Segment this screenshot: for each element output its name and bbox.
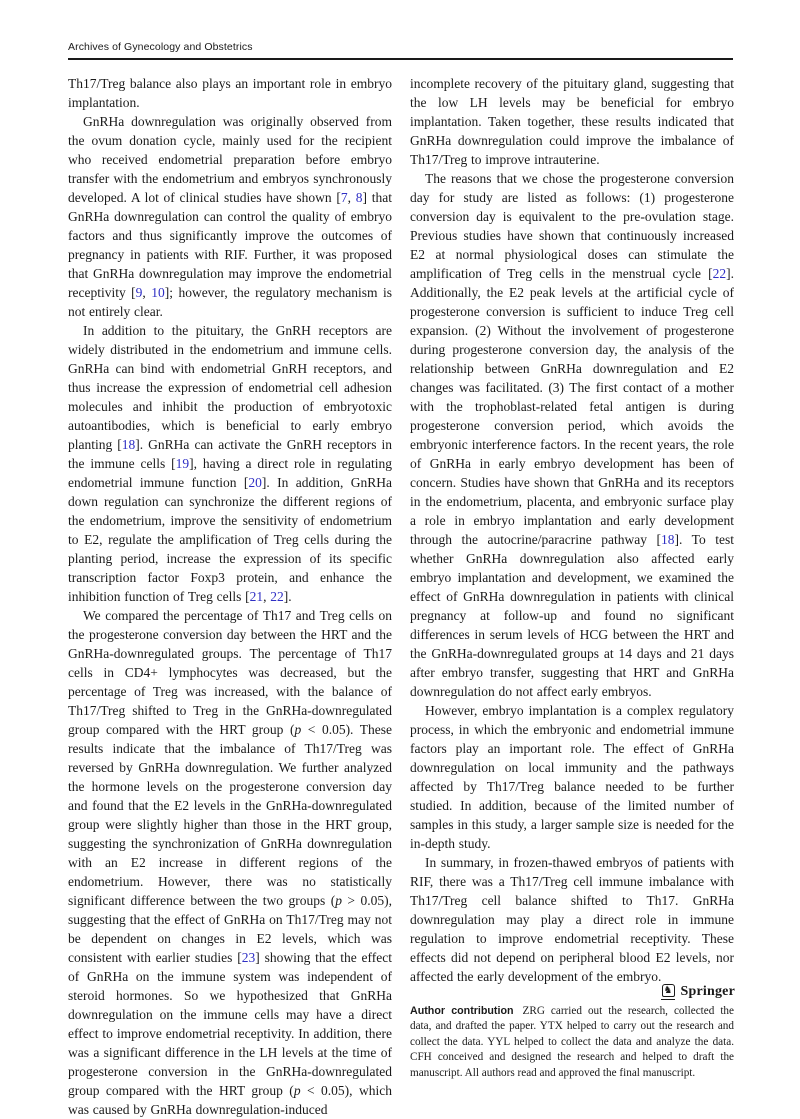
citation-link[interactable]: 9 [135, 285, 143, 300]
text-run: The reasons that we chose the progesterone conversion day for study are listed as follows: (1) progesterone conversion day is equivalent to the pre-ovulation stage. Previous studies have shown that continuously increased E2 at normal physiological doses can stimulate the amplification of Treg cells in the menstrual cycle [ [410, 171, 734, 281]
paragraph [410, 169, 734, 701]
citation-link[interactable]: 20 [248, 475, 262, 490]
publisher-logo [661, 984, 736, 1000]
citation-link[interactable]: 10 [151, 285, 165, 300]
text-run: , [142, 285, 152, 300]
citation-link[interactable]: 23 [241, 950, 256, 965]
text-run: We compared the percentage of Th17 and Treg cells on the progesterone conversion day between the HRT and the GnRHa-downregulated groups. The percentage of Th17 cells in CD4+ lymphocytes was decreased, but the percentage of Treg was increased, with the balance of Th17/Treg shifted to Treg in the GnRHa-downregulated group compared with the HRT group ( [68, 608, 392, 737]
text-run: < 0.05), which was caused by GnRHa downregulation-induced [68, 1083, 392, 1117]
text-run: ]. To test whether GnRHa downregulation also affected early embryo implantation and development, we examined the effect of GnRHa downregulation in patients with clinical pregnancy at follow-up and found no significant differences in serum levels of HCG between the HRT and the GnRHa-downregulated groups at 14 days and 21 days after embryo transfer, suggesting that HRT and GnRHa downregulation do not affect early embryos. [410, 532, 734, 699]
citation-link[interactable]: 22 [270, 589, 284, 604]
citation-link[interactable]: 8 [355, 190, 363, 205]
journal-title: Archives of Gynecology and Obstetrics [68, 41, 253, 53]
paragraph [410, 701, 734, 853]
text-run: ]. Additionally, the E2 peak levels at the artificial cycle of progesterone conversion is sufficient to induce Treg cell expansion. (2) Without the involvement of progesterone during progesterone conversion day, the analysis of the relationship between GnRHa downregulation and E2 changes was facilitated. (3) The first contact of a mother with the trophoblast-related fetal antigen is during progesterone conversion period, which avoids the embryonic interference factors. In the recent years, the role of GnRHa in early embryo development has been of concern. Studies have shown that GnRHa and its receptors in the endometrium, placenta, and embryonic surface play a role in embryo implantation and early development through the autocrine/paracrine pathway [ [410, 266, 734, 547]
publisher-name: Springer [680, 984, 735, 999]
right-column [410, 74, 734, 1119]
citation-link[interactable]: 7 [340, 190, 348, 205]
author-contribution-label: Author contribution [410, 1005, 514, 1017]
springer-knight-icon: ♞ [661, 984, 676, 1000]
citation-link[interactable]: 19 [175, 456, 190, 471]
paragraph [410, 74, 734, 169]
author-contribution-text: ZRG carried out the research, collected the data, and drafted the paper. YTX helped to carry out the research and collect the data. YYL helped to collect the data and analyze the data. CFH conceived and designed the research and helped to draft the manuscript. All authors read and approved the final manuscript. [410, 1005, 734, 1079]
text-run: ]. [283, 589, 292, 604]
text-run: , [347, 190, 356, 205]
text-run: > 0.05), suggesting that the effect of GnRHa on Th17/Treg may not be dependent on changes in E2 levels, which was consistent with earlier studies [ [68, 893, 392, 965]
citation-link[interactable]: 18 [121, 437, 136, 452]
running-head [68, 41, 253, 53]
text-run: However, embryo implantation is a complex regulatory process, in which the embryonic and endometrial immune factors play an important role. The effect of GnRHa downregulation on local immunity and the pathways affected by Th17/Treg balance needed to be further studied. In addition, because of the limited number of samples in this study, a larger sample size is needed for the in-depth study. [410, 703, 734, 851]
header-rule [68, 58, 733, 60]
citation-link[interactable]: 18 [661, 532, 675, 547]
text-run: Th17/Treg balance also plays an important role in embryo implantation. [68, 76, 392, 110]
text-run: ], having a direct role in regulating endometrial immune function [ [68, 456, 392, 490]
text-run: ] that GnRHa downregulation can control the quality of embryo factors and thus significantly improve the outcomes of pregnancy in patients with RIF. Further, it was proposed that GnRHa downregulation may improve the endometrial receptivity [ [68, 190, 392, 300]
text-run: p [294, 722, 302, 737]
paragraph [68, 74, 392, 112]
left-column [68, 74, 392, 1119]
citation-link[interactable]: 21 [249, 589, 264, 604]
paragraph [68, 112, 392, 321]
text-run: , [263, 589, 271, 604]
text-run: incomplete recovery of the pituitary gland, suggesting that the low LH levels may be beneficial for embryo implantation. Taken together, these results indicated that GnRHa downregulation could improve the imbalance of Th17/Treg to improve intrauterine. [410, 76, 734, 167]
article-body [68, 74, 734, 1119]
paragraph [68, 606, 392, 1119]
text-run: In summary, in frozen-thawed embryos of patients with RIF, there was a Th17/Treg cell immune imbalance with Th17/Treg cell balance shifted to Th17. GnRHa downregulation may play a direct role in immune regulation to improve endometrial receptivity. These effects did not depend on peripheral blood E2 levels, nor affected the early development of the embryo. [410, 855, 734, 984]
text-run: ]. GnRHa can activate the GnRH receptors in the immune cells [ [68, 437, 393, 471]
text-run: ]. In addition, GnRHa down regulation can synchronize the different regions of the endometrium, improve the sensitivity of endometrium to E2, regulate the amplification of Treg cells during the planting period, increase the expression of its specific transcription factor Foxp3 protein, and enhance the inhibition function of Treg cells [ [68, 475, 392, 604]
text-run: p [335, 893, 342, 908]
text-run: ] showing that the effect of GnRHa on the immune system was independent of steroid hormones. So we hypothesized that GnRHa downregulation on the immune cells may have a direct effect to improve endometrial receptivity. In addition, there was a significant difference in the LH levels at the time of progesterone conversion in the GnRHa-downregulated group compared with the HRT group ( [68, 950, 392, 1098]
paragraph [68, 321, 392, 606]
text-run: p [293, 1083, 301, 1098]
text-run: ]; however, the regulatory mechanism is not entirely clear. [68, 285, 392, 319]
citation-link[interactable]: 22 [712, 266, 727, 281]
text-run: < 0.05). These results indicate that the imbalance of Th17/Treg was reversed by GnRHa downregulation. We further analyzed the hormone levels on the progesterone conversion day and found that the E2 levels in the GnRHa-downregulated group were slightly higher than those in the HRT group, suggesting the synchronization of GnRHa downregulation with an E2 increase in different regions of the endometrium. However, there was no statistically significant difference between the two groups ( [68, 722, 392, 908]
text-run: GnRHa downregulation was originally observed from the ovum donation cycle, mainly used for the recipient who received endometrial preparation before embryo transfer with the endometrium and embryos synchronously developed. A lot of clinical studies have shown [ [68, 114, 392, 205]
paragraph [410, 853, 734, 986]
author-contribution-section [410, 1004, 734, 1081]
text-run: In addition to the pituitary, the GnRH receptors are widely distributed in the endometrium and immune cells. GnRHa can bind with endometrial GnRH receptors, and thus increase the expression of endometrial cell adhesion molecules and inhibit the production of embryotoxic autoantibodies, which is beneficial to early embryo planting [ [68, 323, 392, 452]
